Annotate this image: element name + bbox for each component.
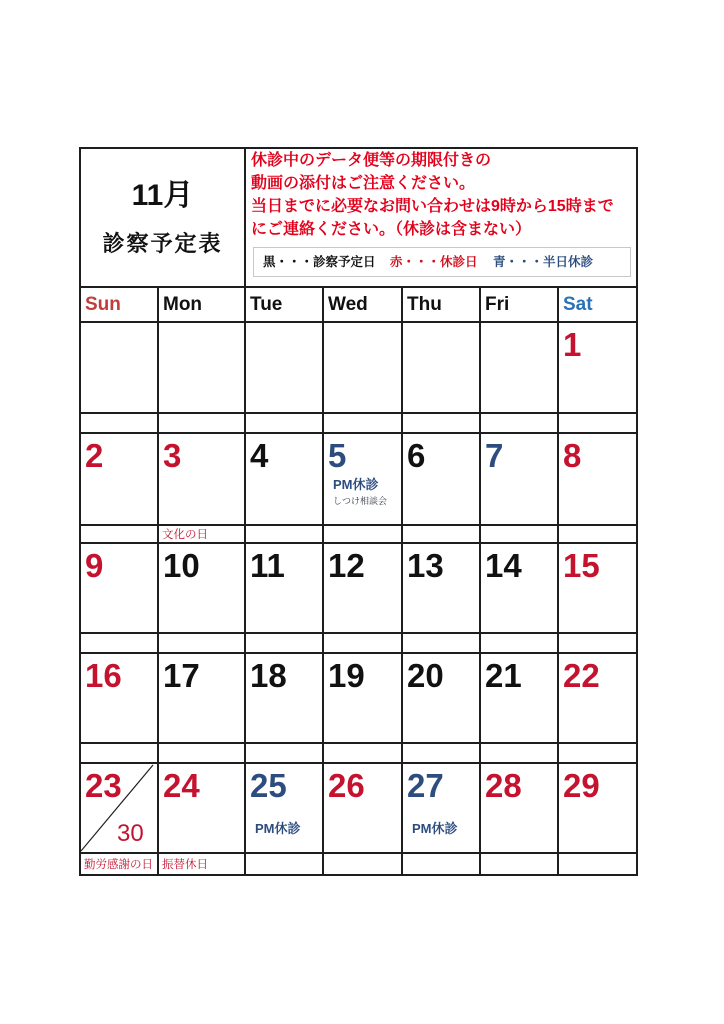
weekday-header-wed: [322, 286, 403, 323]
day-number: 2: [85, 437, 104, 474]
weekday-header-fri: [479, 286, 559, 323]
notice-line: 休診中のデータ便等の期限付きの: [251, 152, 492, 169]
day-cell-10: [157, 542, 246, 634]
day-number: 23: [85, 767, 122, 804]
memo-cell: [557, 524, 638, 544]
memo-cell: [157, 632, 246, 654]
day-cell-22: [557, 652, 638, 744]
day-cell-14: [479, 542, 559, 634]
weekday-header-sun: [79, 286, 159, 323]
memo-cell: [322, 852, 403, 876]
day-notes: [412, 821, 479, 837]
day-number: 4: [250, 437, 269, 474]
weekday-header-mon: [157, 286, 246, 323]
memo-cell: [157, 742, 246, 764]
day-cell-3: [157, 432, 246, 526]
memo-cell: [479, 632, 559, 654]
day-cell-21: [479, 652, 559, 744]
day-number: 19: [328, 657, 365, 694]
day-cell-16: [79, 652, 159, 744]
memo-cell: [479, 412, 559, 434]
day-number: 20: [407, 657, 444, 694]
weekday-label: Tue: [250, 294, 283, 315]
weekday-label: Sat: [563, 294, 593, 315]
day-cell-empty: [322, 321, 403, 414]
day-number: 22: [563, 657, 600, 694]
memo-cell: [244, 524, 324, 544]
memo-cell: [401, 412, 481, 434]
day-cell-empty: [479, 321, 559, 414]
memo-cell: [401, 852, 481, 876]
memo-cell: [401, 524, 481, 544]
memo-cell: [322, 412, 403, 434]
day-number: 13: [407, 547, 444, 584]
memo-cell: [401, 742, 481, 764]
day-number: 9: [85, 547, 104, 584]
schedule-title: 診察予定表: [102, 231, 223, 256]
memo-cell: [557, 632, 638, 654]
memo-cell: [244, 632, 324, 654]
day-cell-19: [322, 652, 403, 744]
day-cell-18: [244, 652, 324, 744]
day-number: 25: [250, 767, 287, 804]
day-number: 29: [563, 767, 600, 804]
day-number: 1: [563, 326, 582, 363]
day-cell-empty: [244, 321, 324, 414]
day-cell-28: [479, 762, 559, 854]
memo-cell: [79, 632, 159, 654]
memo-cell: [557, 852, 638, 876]
day-number: 11: [250, 547, 285, 584]
day-cell-7: [479, 432, 559, 526]
day-cell-8: [557, 432, 638, 526]
day-cell-2: [79, 432, 159, 526]
memo-cell: [557, 412, 638, 434]
day-cell-23: [79, 762, 159, 854]
notice-line: にご連絡ください。（休診は含まない）: [251, 221, 532, 238]
day-number-alt: 30: [117, 820, 144, 847]
day-cell-6: [401, 432, 481, 526]
day-subnote: しつけ相談会: [333, 496, 388, 506]
day-cell-25: [244, 762, 324, 854]
weekday-label: Sun: [85, 294, 121, 315]
memo-cell: [244, 742, 324, 764]
day-number: 7: [485, 437, 504, 474]
day-cell-4: [244, 432, 324, 526]
memo-cell: [322, 632, 403, 654]
day-number: 15: [563, 547, 600, 584]
day-cell-20: [401, 652, 481, 744]
memo-cell: [557, 742, 638, 764]
memo-cell: [244, 852, 324, 876]
notice-line: 動画の添付はご注意ください。: [251, 175, 476, 192]
day-notes: [255, 821, 322, 837]
day-number: 18: [250, 657, 287, 694]
memo-cell: [79, 852, 159, 876]
day-number: 21: [485, 657, 522, 694]
day-cell-13: [401, 542, 481, 634]
weekday-header-tue: [244, 286, 324, 323]
day-cell-24: [157, 762, 246, 854]
memo-cell: [479, 742, 559, 764]
day-cell-26: [322, 762, 403, 854]
notice-line: 当日までに必要なお問い合わせは9時から15時まで: [251, 198, 614, 215]
day-number: 27: [407, 767, 444, 804]
memo-cell: [79, 412, 159, 434]
weekday-header-thu: [401, 286, 481, 323]
legend-red: 赤・・・休診日: [390, 255, 478, 269]
memo-cell: [322, 524, 403, 544]
day-number: 12: [328, 547, 365, 584]
day-cell-empty: [401, 321, 481, 414]
day-number: 3: [163, 437, 182, 474]
holiday-label: 振替休日: [162, 859, 208, 871]
day-notes: [333, 477, 401, 509]
holiday-label: 文化の日: [162, 529, 208, 541]
day-number: 17: [163, 657, 200, 694]
day-cell-empty: [157, 321, 246, 414]
weekday-label: Wed: [328, 294, 368, 315]
memo-cell: [322, 742, 403, 764]
memo-cell: [79, 524, 159, 544]
day-number: 28: [485, 767, 522, 804]
day-cell-12: [322, 542, 403, 634]
day-number: 16: [85, 657, 122, 694]
day-cell-1: [557, 321, 638, 414]
memo-cell: [244, 412, 324, 434]
memo-cell: [157, 852, 246, 876]
day-cell-29: [557, 762, 638, 854]
legend-blue: 青・・・半日休診: [493, 255, 594, 269]
day-cell-empty: [79, 321, 159, 414]
memo-cell: [79, 742, 159, 764]
memo-cell: [479, 524, 559, 544]
memo-cell: [401, 632, 481, 654]
day-note: PM休診: [412, 821, 458, 836]
day-number: 24: [163, 767, 200, 804]
weekday-label: Fri: [485, 294, 510, 315]
memo-cell: [157, 524, 246, 544]
day-note: PM休診: [255, 821, 301, 836]
day-number: 10: [163, 547, 200, 584]
day-cell-15: [557, 542, 638, 634]
month-title: 11月: [131, 179, 194, 212]
day-number: 5: [328, 437, 347, 474]
day-cell-27: [401, 762, 481, 854]
weekday-label: Thu: [407, 294, 442, 315]
day-number: 14: [485, 547, 522, 584]
day-note: PM休診: [333, 477, 379, 492]
day-cell-11: [244, 542, 324, 634]
memo-cell: [479, 852, 559, 876]
weekday-header-sat: [557, 286, 638, 323]
memo-cell: [157, 412, 246, 434]
day-number: 8: [563, 437, 582, 474]
weekday-label: Mon: [163, 294, 203, 315]
day-cell-17: [157, 652, 246, 744]
legend-black: 黒・・・診察予定日: [263, 255, 376, 269]
day-number: 26: [328, 767, 365, 804]
day-cell-5: [322, 432, 403, 526]
day-number: 6: [407, 437, 426, 474]
day-cell-9: [79, 542, 159, 634]
holiday-label: 勤労感謝の日: [84, 859, 153, 871]
